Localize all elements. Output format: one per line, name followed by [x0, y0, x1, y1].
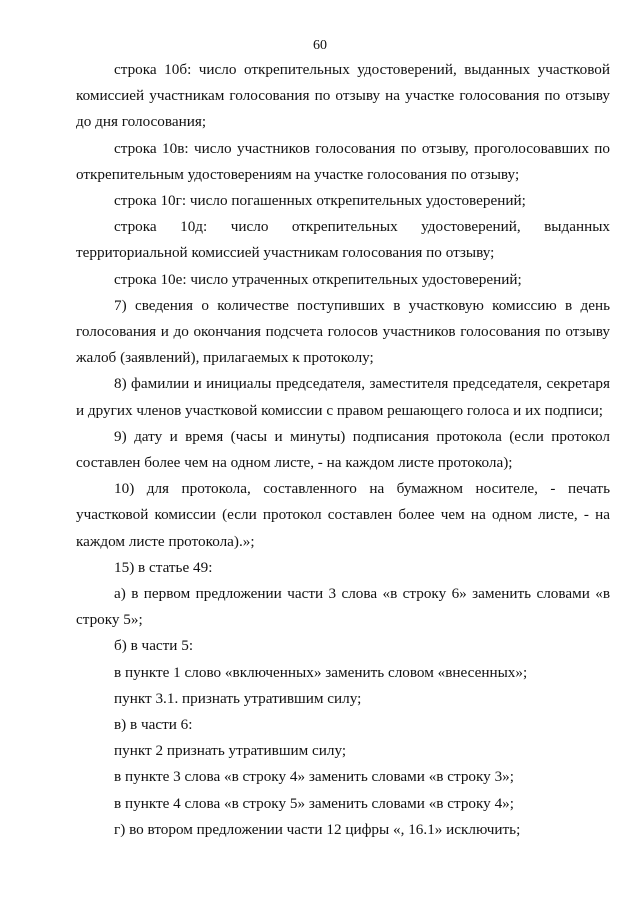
- paragraph: строка 10б: число открепительных удостоверений, выданных участковой комиссией участникам голосования по отзыву на участке голосования по отзыву до дня голосования;: [76, 61, 610, 131]
- paragraph: а) в первом предложении части 3 слова «в строку 6» заменить словами «в строку 5»;: [76, 585, 610, 629]
- paragraph: б) в части 5:: [114, 637, 194, 655]
- paragraph: строка 10д: число открепительных удостоверений, выданных территориальной комиссией участникам голосования по отзыву;: [76, 218, 610, 262]
- paragraph: 8) фамилии и инициалы председателя, заместителя председателя, секретаря и других членов участковой комиссии с правом решающего голоса и их подписи;: [76, 375, 610, 419]
- paragraph: строка 10в: число участников голосования по отзыву, проголосовавших по открепительным удостоверениям на участке голосования по отзыву;: [76, 139, 610, 183]
- paragraph: г) во втором предложении части 12 цифры «, 16.1» исключить;: [114, 820, 521, 838]
- page-number: 60: [313, 38, 327, 53]
- paragraph: в пункте 4 слова «в строку 5» заменить словами «в строку 4»;: [114, 794, 514, 812]
- paragraph: пункт 3.1. признать утратившим силу;: [114, 689, 362, 707]
- paragraph: в пункте 3 слова «в строку 4» заменить словами «в строку 3»;: [114, 768, 514, 786]
- paragraph: 10) для протокола, составленного на бумажном носителе, - печать участковой комиссии (если протокол составлен более чем на одном листе, - на каждом листе протокола).»;: [76, 480, 610, 550]
- document-body: [76, 57, 610, 843]
- paragraph: 7) сведения о количестве поступивших в участковую комиссию в день голосования и до окончания подсчета голосов участников голосования по отзыву жалоб (заявлений), прилагаемых к протоколу;: [76, 296, 610, 367]
- paragraph: в) в части 6:: [114, 716, 193, 734]
- paragraph: 15) в статье 49:: [114, 558, 213, 576]
- paragraph: 9) дату и время (часы и минуты) подписания протокола (если протокол составлен более чем на одном листе, - на каждом листе протокола);: [76, 427, 610, 472]
- paragraph: в пункте 1 слово «включенных» заменить словом «внесенных»;: [114, 663, 528, 681]
- paragraph: строка 10г: число погашенных открепительных удостоверений;: [114, 192, 526, 210]
- paragraph: пункт 2 признать утратившим силу;: [114, 742, 347, 760]
- paragraph: строка 10е: число утраченных открепительных удостоверений;: [114, 270, 522, 288]
